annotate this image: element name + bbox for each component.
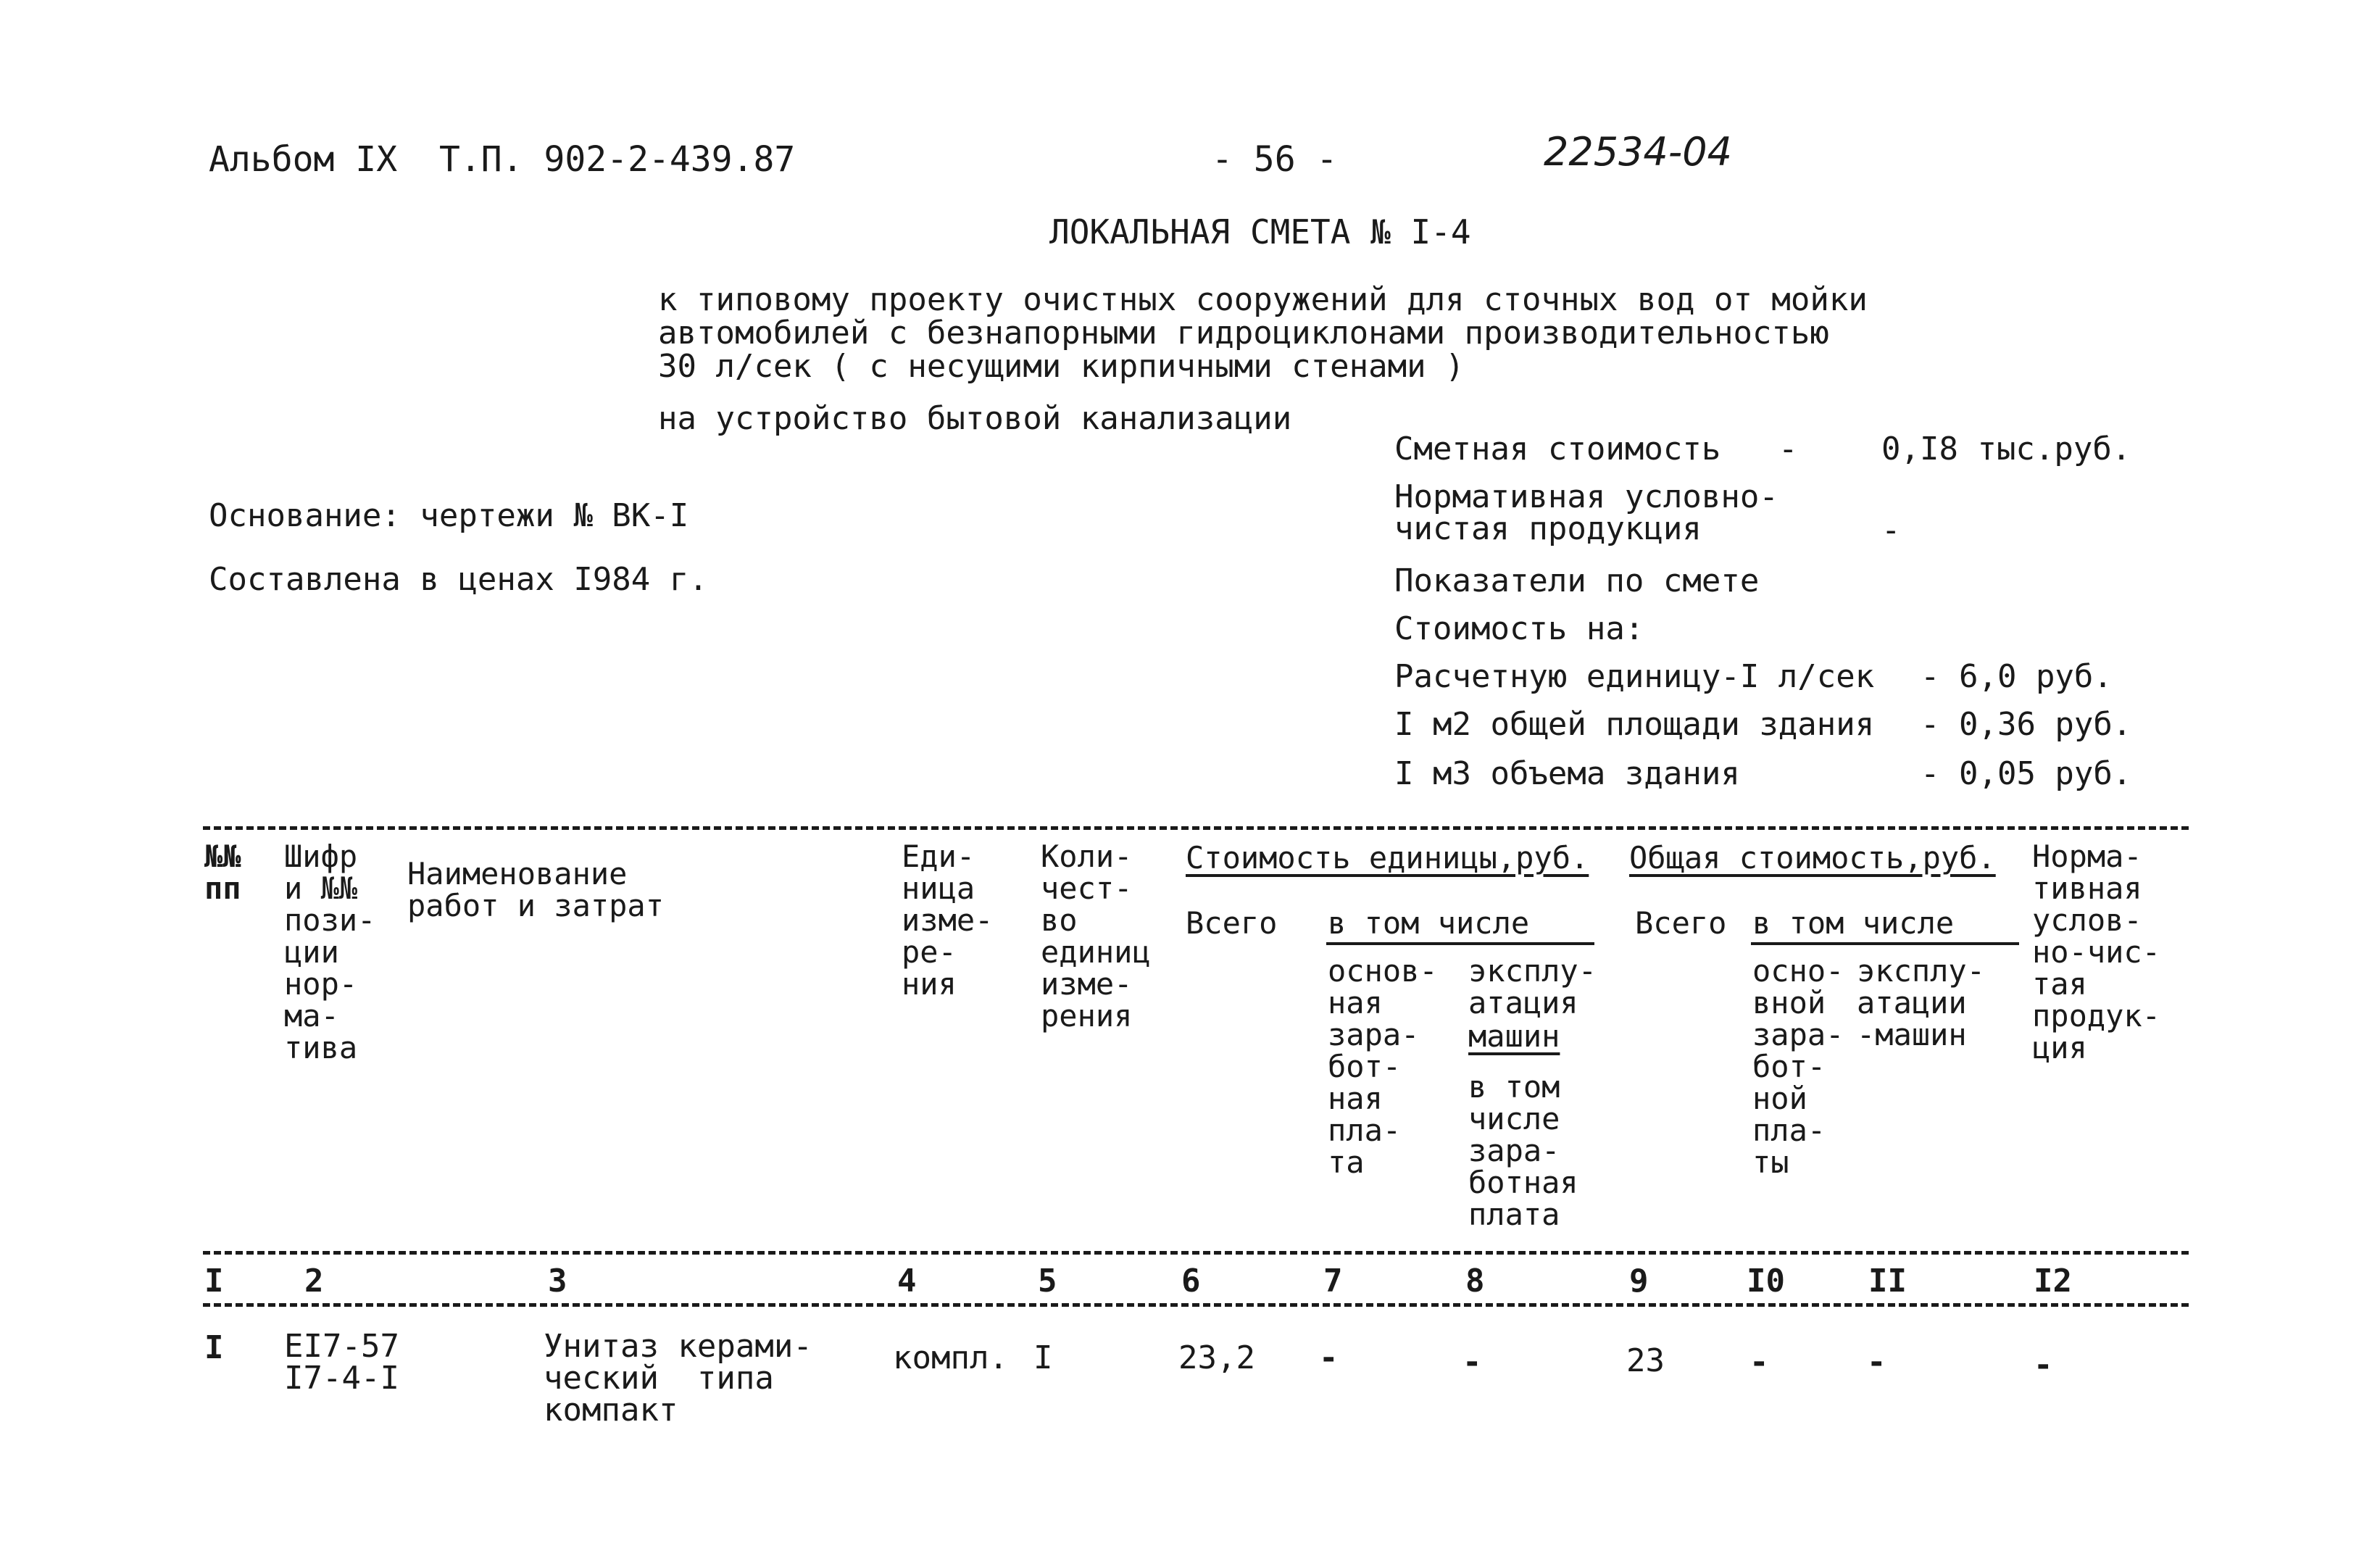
subtitle-line-4: на устройство бытовой канализации [658, 400, 1292, 437]
subtitle-line-2: автомобилей с безнапорными гидроциклонами производительностью [658, 315, 1829, 352]
col-number-header: №№ пп [204, 839, 241, 906]
row-unit-total: 23,2 [1178, 1339, 1255, 1376]
project-code: Т.П. 902-2-439.87 [439, 139, 796, 180]
row-code: EI7-57 I7-4-I [284, 1328, 399, 1397]
col-code-header: Шифр и №№ пози- ции нор- ма- тива [284, 839, 376, 1065]
page-number: - 56 - [1212, 139, 1338, 180]
column-number-10: I0 [1747, 1263, 1785, 1300]
table-top-rule [203, 826, 2189, 830]
column-number-2: 2 [304, 1263, 324, 1300]
total-cost-group-header: Общая стоимость,руб. [1629, 840, 1996, 876]
col-total-wage-header: осно- вной зара- бот- ной пла- ты [1752, 953, 1844, 1180]
subtitle-line-3: 30 л/сек ( с несущими кирпичными стенами ) [658, 348, 1465, 385]
indicators-heading: Показатели по смете [1394, 562, 1760, 599]
col-normative-header: Норма- тивная услов- но-чис- тая продук- ция [2032, 839, 2161, 1065]
indicator-2-label: I м2 общей площади здания [1394, 706, 1875, 743]
estimated-cost-label: Сметная стоимость [1394, 431, 1721, 467]
cost-on-heading: Стоимость на: [1394, 610, 1644, 647]
col-unit-machines-header: эксплу- атация [1468, 953, 1597, 1020]
total-including-header: в том числе [1752, 905, 1955, 941]
column-number-7: 7 [1323, 1263, 1343, 1300]
col-total-machines-header: экcплу- атации -машин [1857, 953, 1986, 1052]
row-unit-wage: - [1319, 1339, 1339, 1376]
row-qty: I [1033, 1339, 1053, 1376]
row-total: 23 [1626, 1342, 1665, 1379]
total-including-underline [1751, 942, 2019, 945]
col-unit-header: Еди- ница изме- ре- ния [902, 839, 994, 1002]
indicator-3-value: - 0,05 руб. [1921, 755, 2132, 792]
column-number-6: 6 [1181, 1263, 1201, 1300]
estimated-cost-value: 0,I8 тыс.руб. [1881, 431, 2131, 467]
normative-product-value: - [1881, 512, 1901, 549]
column-number-11: II [1868, 1263, 1907, 1300]
estimated-cost-dash: - [1778, 431, 1798, 467]
col-unit-machines-sub: машин [1468, 1018, 1560, 1054]
column-number-5: 5 [1038, 1263, 1057, 1300]
indicator-1-label: Расчетную единицу-I л/сек [1394, 658, 1875, 695]
unit-including-underline [1326, 942, 1594, 945]
indicator-2-value: - 0,36 руб. [1921, 706, 2132, 743]
normative-product-label: Нормативная условно- чистая продукция [1394, 478, 1778, 547]
column-number-8: 8 [1465, 1263, 1485, 1300]
column-number-9: 9 [1629, 1263, 1649, 1300]
column-number-4: 4 [897, 1263, 917, 1300]
col-unit-total-header: Всего [1186, 905, 1278, 941]
column-numbers-bottom-rule [203, 1303, 2189, 1307]
row-name: Унитаз керами- ческий типа компакт [544, 1328, 812, 1429]
row-unit: компл. [893, 1339, 1008, 1376]
row-unit-machines: - [1462, 1344, 1482, 1381]
prices-text: Составлена в ценах I984 г. [209, 561, 708, 598]
row-total-wage: - [1749, 1344, 1769, 1381]
page-title: ЛОКАЛЬНАЯ СМЕТА № I-4 [1049, 212, 1471, 251]
row-number: I [204, 1329, 224, 1366]
unit-including-header: в том числе [1328, 905, 1530, 941]
col-qty-header: Коли- чест- во единиц изме- рения [1041, 839, 1151, 1034]
album-label: Альбом IX [209, 139, 398, 180]
header-bottom-rule [203, 1251, 2189, 1255]
indicator-3-label: I м3 объема здания [1394, 755, 1740, 792]
doc-number: 22534-04 [1544, 129, 1732, 175]
col-total-header: Всего [1635, 905, 1727, 941]
col-unit-machines-wage-header: в том числе зара- ботная плата [1468, 1069, 1578, 1232]
indicator-1-value: - 6,0 руб. [1921, 658, 2113, 695]
row-total-machines: - [1867, 1344, 1886, 1381]
subtitle-line-1: к типовому проекту очистных сооружений для сточных вод от мойки [658, 281, 1868, 318]
unit-cost-group-header: Стоимость единицы,руб. [1186, 840, 1589, 876]
column-number-3: 3 [548, 1263, 567, 1300]
row-normative: - [2034, 1347, 2053, 1384]
column-number-12: I2 [2034, 1263, 2072, 1300]
column-number-1: I [204, 1263, 224, 1300]
col-unit-wage-header: основ- ная зара- бот- ная пла- та [1328, 953, 1438, 1180]
basis-text: Основание: чертежи № ВК-I [209, 497, 689, 534]
col-name-header: Наименование работ и затрат [407, 856, 665, 923]
